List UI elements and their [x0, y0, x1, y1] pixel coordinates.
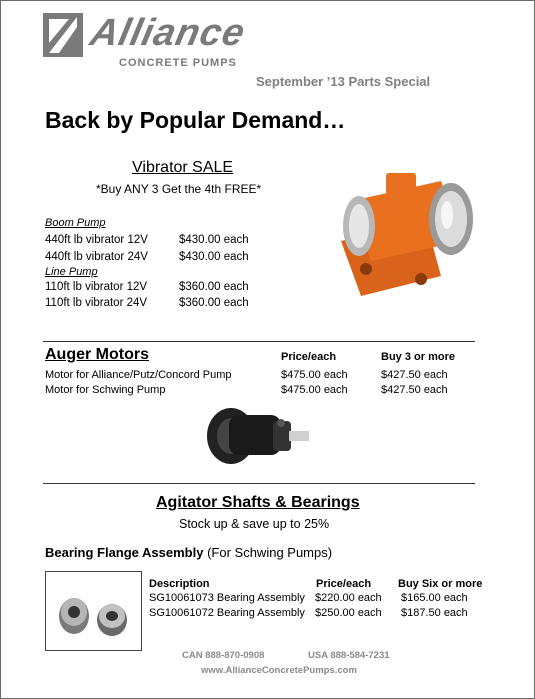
vibrator-item-price: $360.00 each — [179, 281, 249, 293]
auger-header-price: Price/each — [281, 351, 337, 363]
bearing-title: Bearing Flange Assembly — [45, 545, 204, 560]
vibrator-title: Vibrator SALE — [132, 159, 234, 176]
headline: Back by Popular Demand… — [45, 107, 346, 133]
bearing-note: (For Schwing Pumps) — [207, 545, 333, 560]
footer-usa-phone: USA 888-584-7231 — [308, 650, 390, 661]
bearing-row-desc: SG10061072 Bearing Assembly — [149, 607, 305, 619]
bearing-row-bulk: $165.00 each — [401, 592, 468, 604]
bearing-title-line — [45, 545, 332, 560]
auger-title: Auger Motors — [45, 346, 149, 363]
agitator-subtitle: Stock up & save up to 25% — [179, 517, 330, 531]
footer-can-phone: CAN 888-870-0908 — [182, 650, 265, 661]
bearing-row-bulk: $187.50 each — [401, 607, 468, 619]
brand-tagline: CONCRETE PUMPS — [119, 57, 237, 69]
bearing-row-desc: SG10061073 Bearing Assembly — [149, 592, 305, 604]
auger-row-name: Motor for Alliance/Putz/Concord Pump — [45, 369, 232, 381]
vibrator-item-name: 440ft lb vibrator 12V — [45, 234, 148, 246]
divider — [43, 341, 475, 342]
auger-row-price: $475.00 each — [281, 369, 348, 381]
bearing-image-icon — [46, 572, 141, 650]
auger-row-bulk: $427.50 each — [381, 384, 448, 396]
brand-logo-wordmark: Alliance — [86, 12, 250, 54]
alliance-logo-icon — [43, 13, 83, 57]
vibrator-item-price: $430.00 each — [179, 251, 249, 263]
vibrator-item-name: 110ft lb vibrator 24V — [45, 297, 148, 309]
vibrator-product-image — [331, 161, 481, 311]
vibrator-item-name: 110ft lb vibrator 12V — [45, 281, 148, 293]
vibrator-offer: *Buy ANY 3 Get the 4th FREE* — [96, 182, 262, 196]
auger-header-bulk: Buy 3 or more — [381, 351, 455, 363]
footer-website[interactable]: www.AllianceConcretePumps.com — [201, 665, 357, 676]
auger-motor-image — [201, 401, 311, 471]
auger-row-name: Motor for Schwing Pump — [45, 384, 166, 396]
special-label: September ’13 Parts Special — [256, 74, 431, 89]
agitator-title: Agitator Shafts & Bearings — [156, 494, 360, 511]
vibrator-item-price: $360.00 each — [179, 297, 249, 309]
bearing-header-bulk: Buy Six or more — [398, 578, 483, 590]
category-line-pump: Line Pump — [45, 266, 98, 278]
category-boom-pump: Boom Pump — [45, 217, 106, 229]
bearing-row-price: $220.00 each — [315, 592, 382, 604]
bearing-header-price: Price/each — [316, 578, 372, 590]
vibrator-item-price: $430.00 each — [179, 234, 249, 246]
auger-row-bulk: $427.50 each — [381, 369, 448, 381]
divider — [43, 483, 475, 484]
auger-row-price: $475.00 each — [281, 384, 348, 396]
vibrator-item-name: 440ft lb vibrator 24V — [45, 251, 148, 263]
bearing-row-price: $250.00 each — [315, 607, 382, 619]
bearing-header-description: Description — [149, 578, 210, 590]
bearing-product-image — [45, 571, 142, 651]
